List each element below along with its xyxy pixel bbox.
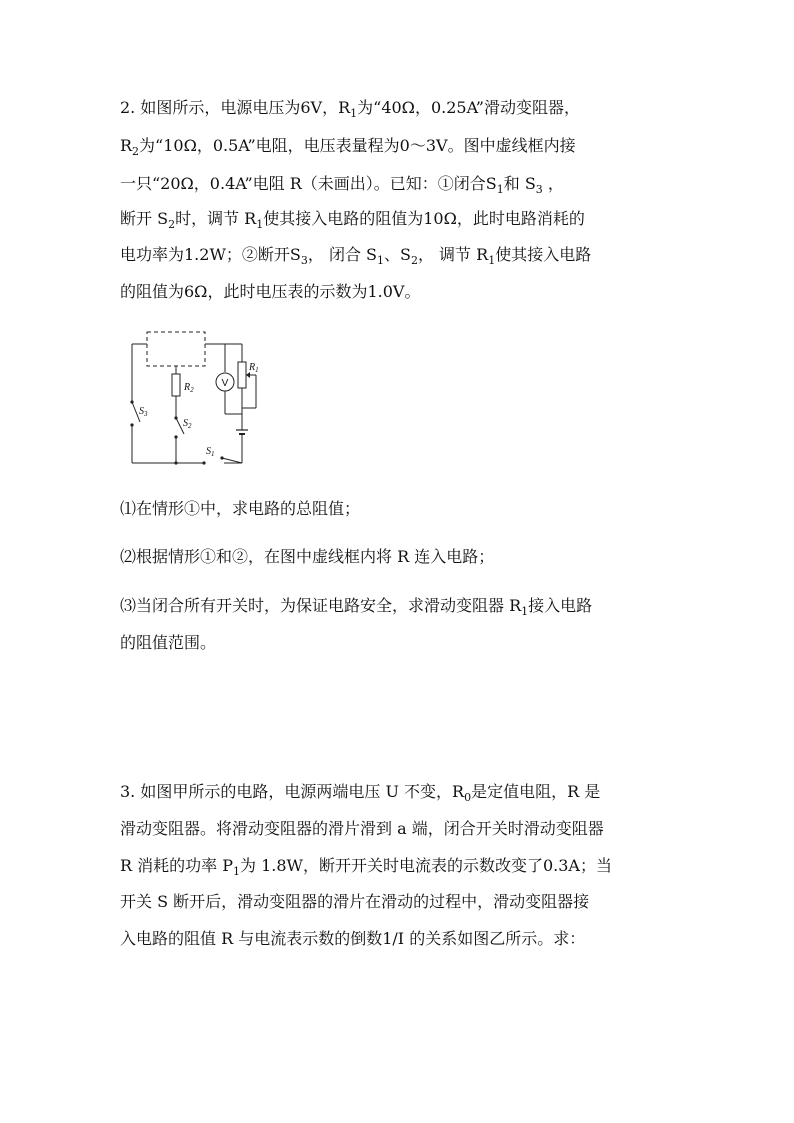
- q2-sub-3: ⑶当闭合所有开关时，为保证电路安全，求滑动变阻器 $R_1$接入电路: [120, 596, 593, 619]
- q3-line-3: R 消耗的功率 $P_1$为 1.8W，断开开关时电流表的示数改变了0.3A；当: [120, 856, 612, 879]
- q2-sub-1: ⑴在情形①中，求电路的总阻值；: [120, 499, 361, 518]
- r2-resistor: [172, 374, 180, 396]
- voltmeter-label: V: [221, 378, 229, 389]
- label-s2: $S_2$: [183, 418, 192, 430]
- q2-line-2: $R_2$为“10Ω，0.5A”电阻，电压表量程为0～3V。图中虚线框内接: [120, 136, 576, 159]
- dashed-box: [147, 332, 205, 366]
- q2-sub-3b: 的阻值范围。: [120, 633, 217, 652]
- r1-rheostat: [238, 362, 246, 388]
- q3-line-2: 滑动变阻器。将滑动变阻器的滑片滑到 a 端，闭合开关时滑动变阻器: [120, 819, 604, 838]
- label-s3: $S_3$: [139, 406, 148, 418]
- circuit-diagram: [120, 322, 280, 472]
- q2-sub-2: ⑵根据情形①和②，在图中虚线框内将 R 连入电路；: [120, 547, 495, 566]
- label-r2: $R_2$: [184, 382, 194, 394]
- q2-line-4: 断开 $S_2$时，调节 $R_1$使其接入电路的阻值为10Ω，此时电路消耗的: [120, 209, 585, 232]
- q2-line-5: 电功率为1.2W；②断开$S_3$， 闭合 $S_1$、$S_2$， 调节 $R_1$使其接入电路: [120, 245, 592, 268]
- q3-line-5: 入电路的阻值 R 与电流表示数的倒数1/I 的关系如图乙所示。求：: [120, 929, 586, 948]
- q2-line-1: 2. 如图所示，电源电压为6V，$R_1$为“40Ω，0.25A”滑动变阻器，: [120, 98, 580, 121]
- q2-line-6: 的阻值为6Ω，此时电压表的示数为1.0V。: [120, 282, 421, 301]
- q3-line-1: 3. 如图甲所示的电路，电源两端电压 U 不变，$R_0$是定值电阻，R 是: [120, 782, 601, 805]
- label-r1: $R_1$: [249, 362, 259, 374]
- q2-line-3: 一只“20Ω，0.4A”电阻 R（未画出）。已知：①闭合$S_1$和 $S_3$ ，: [120, 174, 564, 197]
- q3-line-4: 开关 S 断开后，滑动变阻器的滑片在滑动的过程中，滑动变阻器接: [120, 892, 590, 911]
- label-s1: $S_1$: [206, 446, 215, 458]
